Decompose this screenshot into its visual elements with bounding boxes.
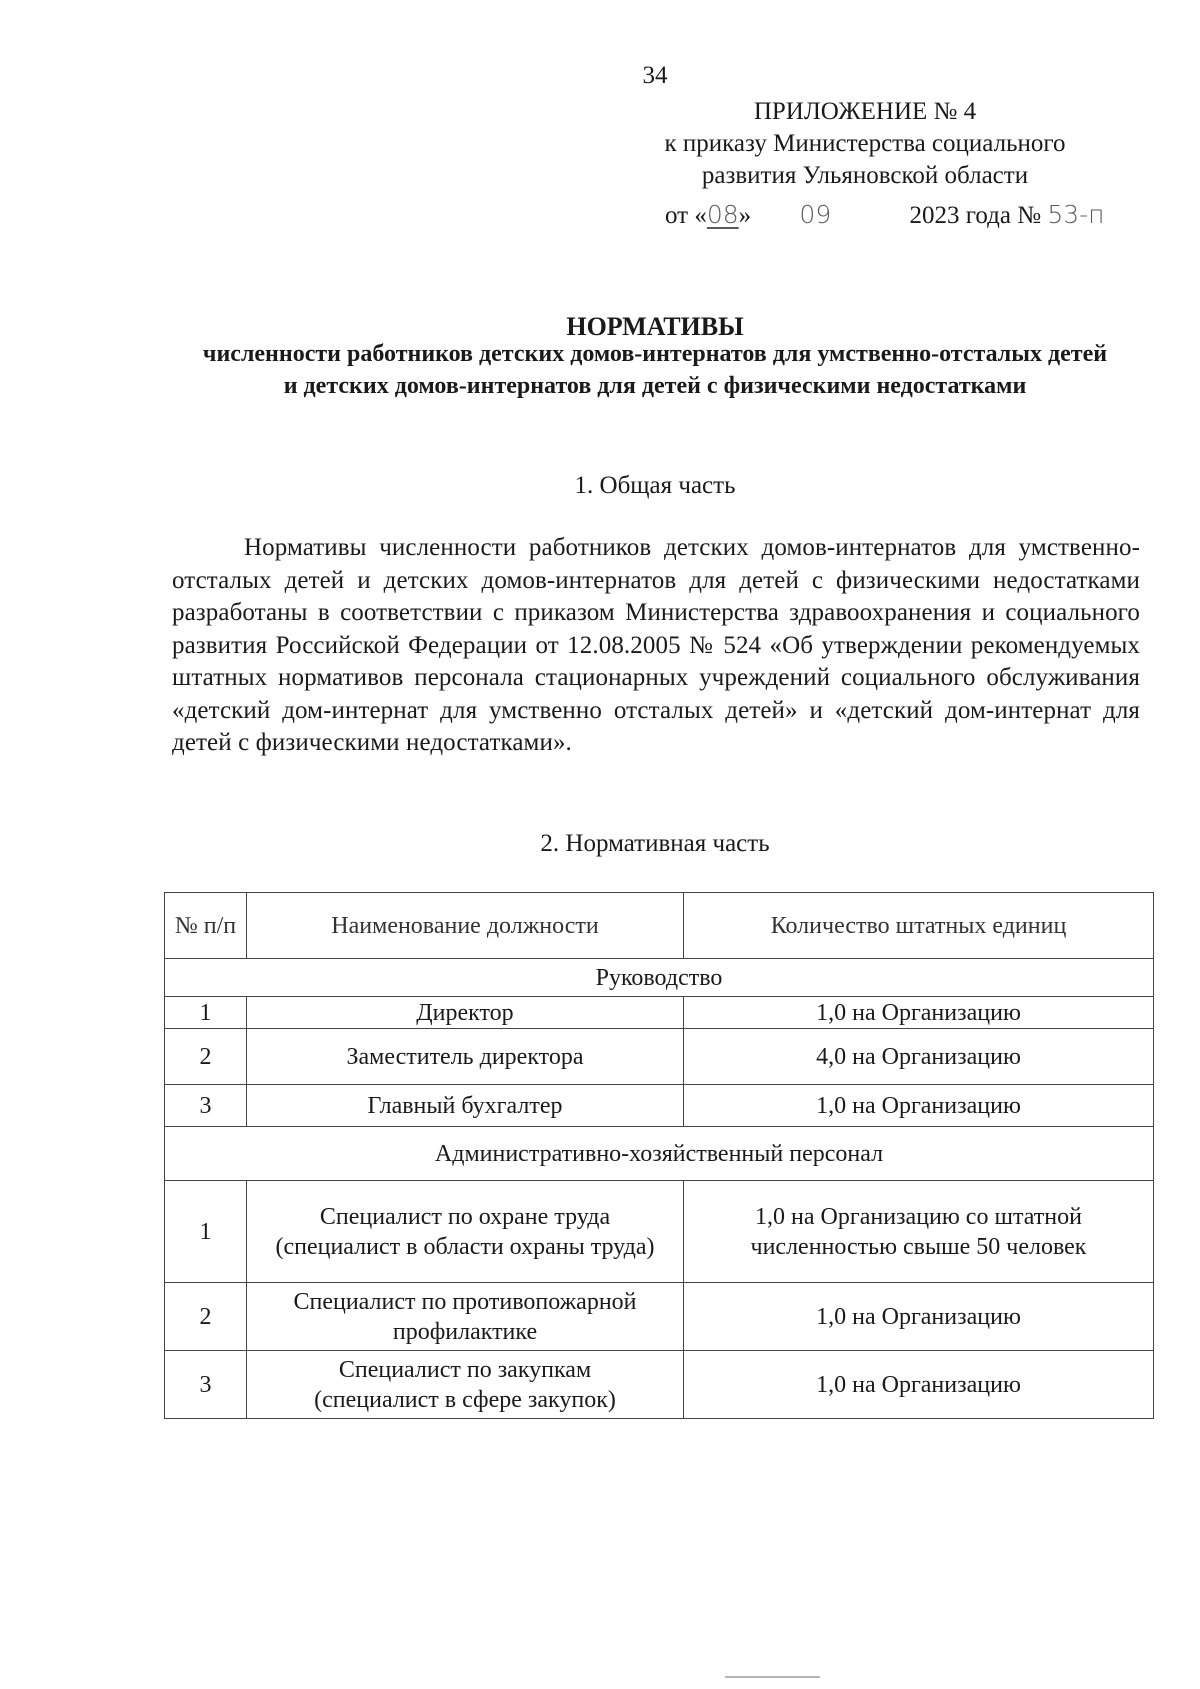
row-count: 1,0 на Организацию со штатной численностью свыше 50 человек bbox=[684, 1181, 1154, 1283]
row-number: 2 bbox=[165, 1029, 247, 1085]
row-count: 1,0 на Организацию bbox=[684, 1085, 1154, 1127]
row-number: 3 bbox=[165, 1351, 247, 1419]
date-prefix: от « bbox=[665, 202, 707, 229]
table-row bbox=[165, 1085, 1154, 1127]
row-count: 1,0 на Организацию bbox=[684, 997, 1154, 1029]
row-count: 4,0 на Организацию bbox=[684, 1029, 1154, 1085]
page-number: 34 bbox=[642, 62, 668, 89]
general-paragraph: Нормативы численности работников детских домов-интернатов для умственно-отсталых детей и детских домов-интернатов для детей с физическими недостатками разработаны в соответствии с приказом Министерства здравоохранения и социального развития Российской Федерации от 12.08.2005 № 524 «Об утверждении рекомендуемых штатных нормативов персонала стационарных учреждений социального обслуживания «детский дом-интернат для умственно отсталых детей» и «детский дом-интернат для детей с физическими недостатками». bbox=[172, 534, 1140, 756]
table-header-row bbox=[165, 893, 1154, 959]
section-heading-normative: 2. Нормативная часть bbox=[540, 830, 770, 857]
row-position: Директор bbox=[247, 997, 684, 1029]
date-month-handwritten: 09 bbox=[799, 200, 832, 229]
appendix-heading: ПРИЛОЖЕНИЕ № 4 bbox=[753, 98, 977, 125]
document-title: НОРМАТИВЫ bbox=[566, 312, 744, 341]
row-count: 1,0 на Организацию bbox=[684, 1351, 1154, 1419]
header-count: Количество штатных единиц bbox=[684, 893, 1154, 959]
group-title: Административно-хозяйственный персонал bbox=[165, 1127, 1154, 1181]
group-row-administrative bbox=[165, 1127, 1154, 1181]
row-number: 2 bbox=[165, 1283, 247, 1351]
row-position: Заместитель директора bbox=[247, 1029, 684, 1085]
row-number: 3 bbox=[165, 1085, 247, 1127]
section-heading-general: 1. Общая часть bbox=[574, 472, 736, 499]
date-quote-close: » bbox=[738, 202, 752, 229]
table-row bbox=[165, 1181, 1154, 1283]
row-position: Главный бухгалтер bbox=[247, 1085, 684, 1127]
row-position: Специалист по закупкам (специалист в сфере закупок) bbox=[247, 1351, 684, 1419]
row-number: 1 bbox=[165, 997, 247, 1029]
document-subtitle: численности работников детских домов-интернатов для умственно-отсталых детей и детских домов-интернатов для детей с физическими недостатками bbox=[202, 341, 1108, 399]
row-count: 1,0 на Организацию bbox=[684, 1283, 1154, 1351]
table-row bbox=[165, 1283, 1154, 1351]
row-position: Специалист по противопожарной профилактике bbox=[247, 1283, 684, 1351]
staffing-table bbox=[164, 892, 1154, 1419]
table-row bbox=[165, 1029, 1154, 1085]
date-day-handwritten: 08 bbox=[706, 200, 739, 229]
appendix-order-line: к приказу Министерства социального bbox=[664, 130, 1066, 157]
table-row bbox=[165, 1351, 1154, 1419]
order-number-handwritten: 53-п bbox=[1047, 200, 1105, 229]
footer-divider bbox=[725, 1676, 820, 1678]
row-position: Специалист по охране труда (специалист в области охраны труда) bbox=[247, 1181, 684, 1283]
date-year-text: 2023 года № bbox=[909, 202, 1042, 229]
group-row-management bbox=[165, 959, 1154, 997]
group-title: Руководство bbox=[165, 959, 1154, 997]
appendix-ministry-line: развития Ульяновской области bbox=[701, 162, 1029, 189]
header-position: Наименование должности bbox=[247, 893, 684, 959]
row-number: 1 bbox=[165, 1181, 247, 1283]
table-row bbox=[165, 997, 1154, 1029]
header-number: № п/п bbox=[165, 893, 247, 959]
order-date-line bbox=[665, 200, 1105, 230]
